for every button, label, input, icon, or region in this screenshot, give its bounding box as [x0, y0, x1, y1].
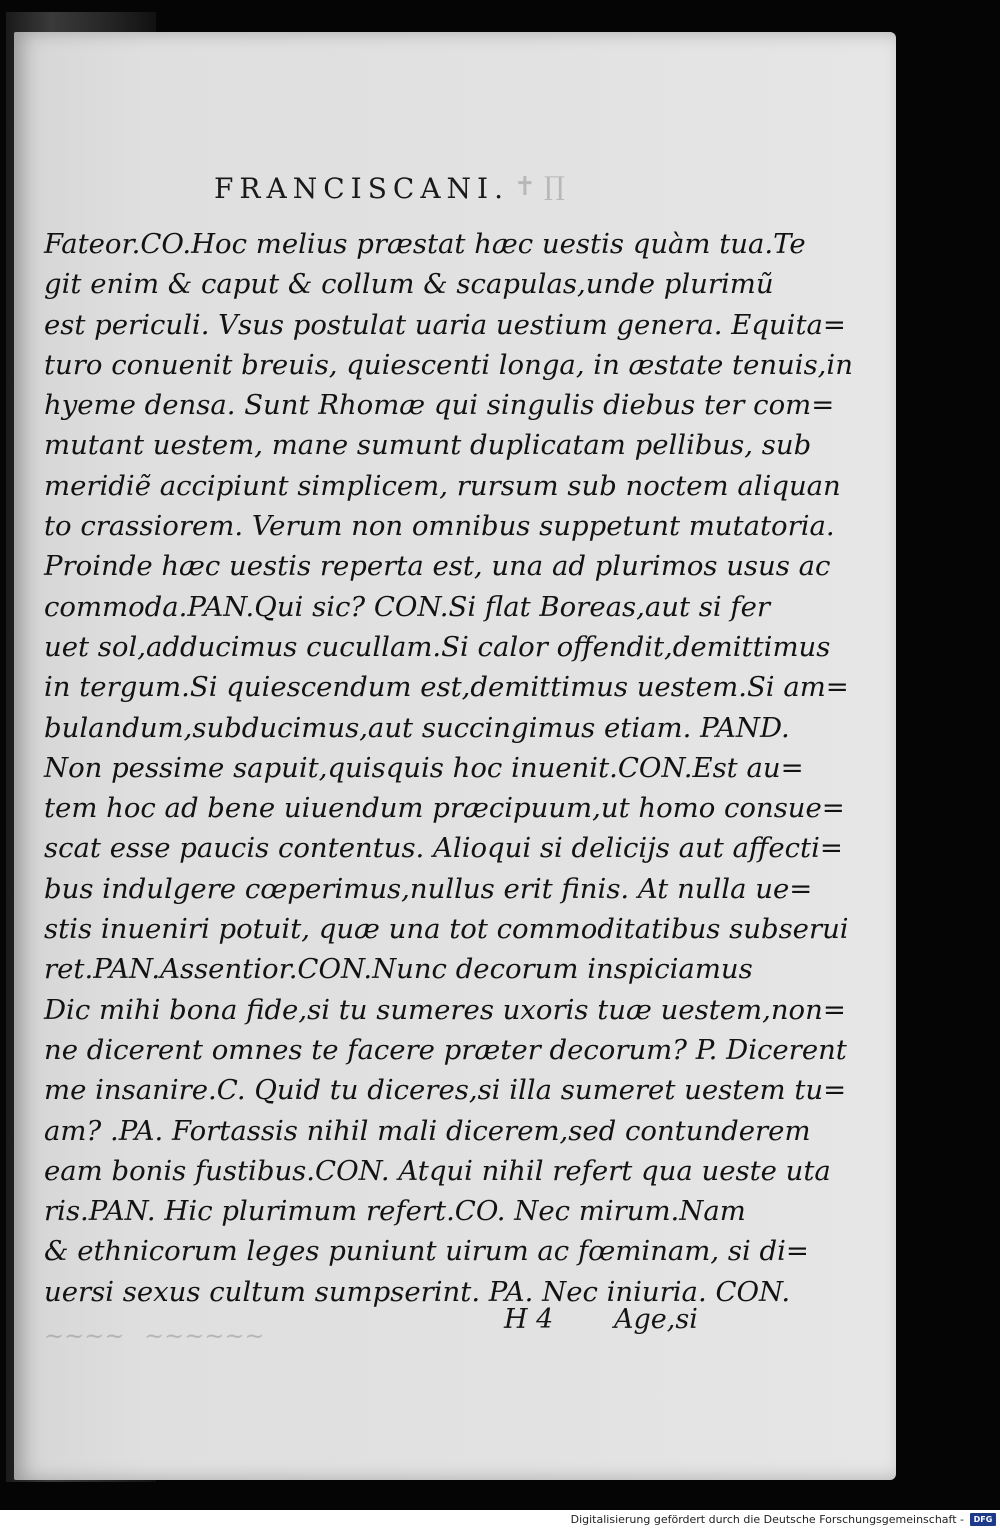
text-line: to crassiorem. Verum non omnibus suppetunt mutatoria. [44, 510, 835, 543]
text-line: Proinde hæc uestis reperta est, una ad plurimos usus ac [44, 550, 831, 583]
text-line: est periculi. Vsus postulat uaria uestium genera. Equita= [44, 308, 846, 341]
funding-bar [0, 1510, 1000, 1529]
text-line: bus indulgere cœperimus,nullus erit finis. At nulla ue= [44, 872, 813, 905]
text-line: ne dicerent omnes te facere præter decorum? P. Dicerent [44, 1033, 847, 1066]
text-line: scat esse paucis contentus. Alioqui si delicijs aut affecti= [44, 832, 843, 865]
text-line: meridiẽ accipiunt simplicem, rursum sub noctem aliquan [44, 469, 841, 502]
text-line: Dic mihi bona fide,si tu sumeres uxoris tuæ uestem,non= [44, 993, 846, 1026]
text-line: & ethnicorum leges puniunt uirum ac fœminam, si di= [44, 1235, 809, 1268]
text-line: am? .PA. Fortassis nihil mali dicerem,sed contunderem [44, 1114, 811, 1147]
text-line: Fateor.CO.Hoc melius præstat hæc uestis quàm tua.Te [44, 228, 806, 260]
page-header: FRANCISCANI. [214, 172, 510, 205]
dfg-logo: DFG [970, 1513, 996, 1526]
signature-mark: H 4 [504, 1304, 554, 1335]
body-text [44, 224, 853, 1312]
text-line: uet sol,adducimus cucullam.Si calor offendit,demittimus [44, 630, 831, 663]
show-through-mark: ~~~~ [44, 1322, 125, 1350]
text-line: uersi sexus cultum sumpserint. PA. Nec iniuria. CON. [44, 1275, 791, 1308]
text-line: stis inueniri potuit, quæ una tot commoditatibus subserui [44, 913, 849, 946]
text-line: git enim & caput & collum & scapulas,unde plurimũ [44, 268, 774, 301]
catchword: Age,si [614, 1304, 698, 1335]
show-through-mark: ~~~~~~ [144, 1322, 265, 1350]
text-line: ret.PAN.Assentior.CON.Nunc decorum inspiciamus [44, 953, 753, 986]
text-line: Non pessime sapuit,quisquis hoc inuenit.CON.Est au= [44, 751, 804, 784]
text-line: bulandum,subducimus,aut succingimus etiam. PAND. [44, 711, 790, 744]
text-line: turo conuenit breuis, quiescenti longa, in æstate tenuis,in [44, 348, 853, 381]
text-line: eam bonis fustibus.CON. Atqui nihil refert qua ueste uta [44, 1154, 831, 1187]
text-line: in tergum.Si quiescendum est,demittimus uestem.Si am= [44, 671, 849, 704]
show-through-mark: ✝ ∏ [514, 172, 565, 202]
text-line: mutant uestem, mane sumunt duplicatam pellibus, sub [44, 429, 812, 462]
text-line: commoda.PAN.Qui sic? CON.Si flat Boreas,aut si fer [44, 590, 770, 623]
text-line: hyeme densa. Sunt Rhomæ qui singulis diebus ter com= [44, 389, 835, 422]
text-line: tem hoc ad bene uiuendum præcipuum,ut homo consue= [44, 792, 845, 825]
text-line: me insanire.C. Quid tu diceres,si illa sumeret uestem tu= [44, 1074, 847, 1107]
text-line: ris.PAN. Hic plurimum refert.CO. Nec mirum.Nam [44, 1195, 746, 1228]
book-page [14, 32, 896, 1480]
funding-note: Digitalisierung gefördert durch die Deutsche Forschungsgemeinschaft - [570, 1513, 964, 1526]
